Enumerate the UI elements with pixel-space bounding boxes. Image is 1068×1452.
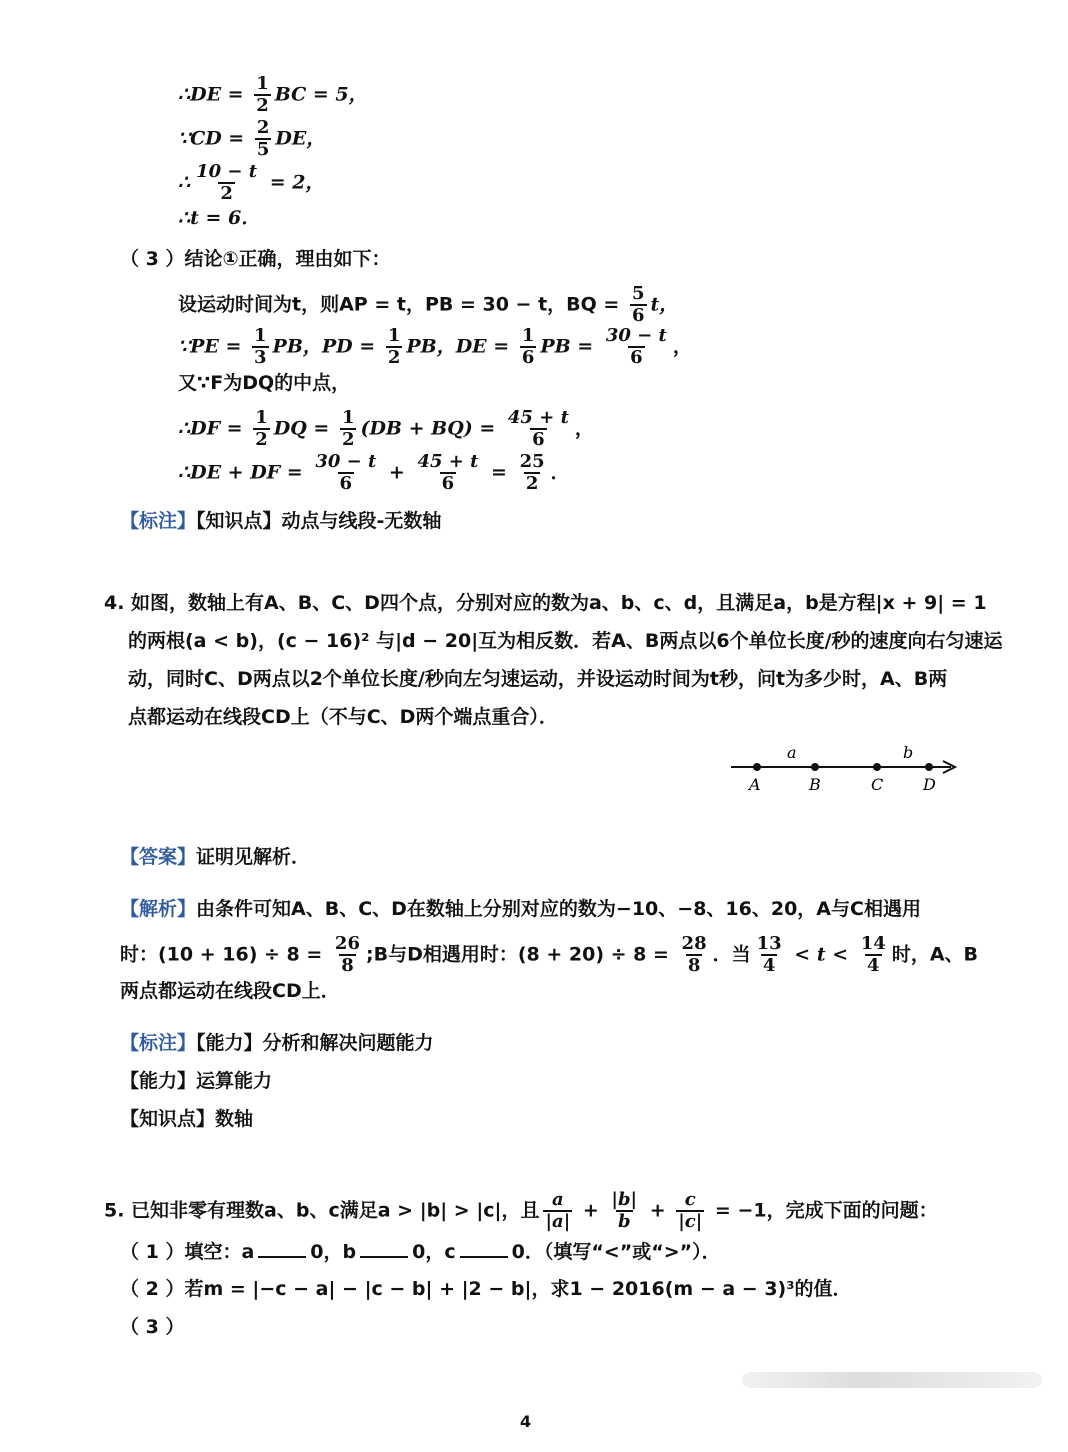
analysis-line2: 时：(10 + 16) ÷ 8 = $\frac{26}{8}$ ;B与D相遇用时：(8 + 20) ÷ 8 = $\frac{28}{8}$ ．当 $\frac{13}{4}$ < t < $\frac{14}{4}$ 时，A、B — [120, 933, 979, 976]
point-c-label: C — [871, 775, 884, 794]
blank-b[interactable] — [360, 1238, 408, 1258]
q5-line3: （ 2 ）若m = |−c − a| − |c − b| + |2 − b|，求1 − 2016(m − a − 3)³的值． — [120, 1278, 852, 1300]
horizontal-scrollbar[interactable] — [742, 1372, 1042, 1388]
equation-cd: ∵CD = $\frac{2}{5}$ DE， — [178, 117, 326, 160]
equation-de: ∴DE = $\frac{1}{2}$ BC = 5， — [178, 73, 368, 116]
note-ability-2: 【能力】运算能力 — [120, 1070, 273, 1092]
note-ability: 【标注】【能力】分析和解决问题能力 — [120, 1032, 434, 1054]
q4-line1: 4. 如图，数轴上有A、B、C、D四个点，分别对应的数为a、b、c、d，且满足a，b是方程|x + 9| = 1 — [104, 592, 987, 614]
note-tag: 【标注】 — [120, 510, 197, 532]
q5-line4: （ 3 ） — [120, 1316, 185, 1338]
analysis-line3: 两点都运动在线段CD上． — [120, 980, 340, 1002]
part3-line2: ∵PE = $\frac{1}{3}$ PB，PD = $\frac{1}{2}$ PB，DE = $\frac{1}{6}$ PB = $\frac{30 - t}{6}$ ， — [178, 325, 692, 368]
q5-line2: （ 1 ）填空：a 0，b 0，c 0．（填写“<”或“>”）． — [120, 1238, 721, 1265]
answer-tag: 【答案】 — [120, 846, 197, 868]
blank-a[interactable] — [258, 1238, 306, 1258]
part3-line4: ∴DF = $\frac{1}{2}$ DQ = $\frac{1}{2}$ (DB + BQ) = $\frac{45 + t}{6}$ ， — [178, 407, 594, 450]
blank-c[interactable] — [460, 1238, 508, 1258]
part3-line1: 设运动时间为t，则AP = t，PB = 30 − t，BQ = $\frac{5}{6}$ t， — [178, 283, 679, 326]
equation-t-frac: ∴ $\frac{10 - t}{2}$ = 2， — [178, 161, 325, 204]
point-c-dot — [873, 763, 881, 771]
q4-line2: 的两根(a < b)，(c − 16)² 与|d − 20|互为相反数．若A、B两点以6个单位长度/秒的速度向右匀速运 — [128, 630, 1003, 652]
point-a-label: A — [749, 775, 761, 794]
analysis-tag: 【解析】 — [120, 898, 197, 920]
note-tag: 【标注】 — [120, 1032, 197, 1054]
part3-heading: （ 3 ）结论①正确，理由如下： — [120, 248, 391, 270]
number-line-figure — [725, 740, 965, 800]
point-b-label: B — [809, 775, 821, 794]
equation-t-value: ∴t = 6． — [178, 207, 261, 229]
q5-line1: 5. 已知非零有理数a、b、c满足a > |b| > |c|，且 $\frac{a}{|a|}$ + $\frac{|b|}{b}$ + $\frac{c}{|c|}$ = −1，完成下面的问题： — [104, 1189, 938, 1232]
note-knowledge-point: 【标注】【知识点】动点与线段-无数轴 — [120, 510, 442, 532]
note-knowledge-2: 【知识点】数轴 — [120, 1108, 254, 1130]
q4-line3: 动，同时C、D两点以2个单位长度/秒向左匀速运动，并设运动时间为t秒，问t为多少时，A、B两 — [128, 668, 948, 690]
point-d-dot — [925, 763, 933, 771]
root-b-label: b — [903, 743, 914, 762]
part3-line3: 又∵F为DQ的中点， — [178, 372, 351, 394]
analysis-line1: 【解析】由条件可知A、B、C、D在数轴上分别对应的数为−10、−8、16、20，A与C相遇用 — [120, 898, 921, 920]
q4-line4: 点都运动在线段CD上（不与C、D两个端点重合）． — [128, 706, 558, 728]
point-d-label: D — [923, 775, 936, 794]
page-number: 4 — [520, 1412, 532, 1431]
point-a-dot — [753, 763, 761, 771]
root-a-label: a — [787, 743, 797, 762]
answer: 【答案】证明见解析． — [120, 846, 311, 868]
part3-line5: ∴DE + DF = $\frac{30 - t}{6}$ + $\frac{45 + t}{6}$ = $\frac{25}{2}$ ． — [178, 451, 570, 494]
point-b-dot — [811, 763, 819, 771]
